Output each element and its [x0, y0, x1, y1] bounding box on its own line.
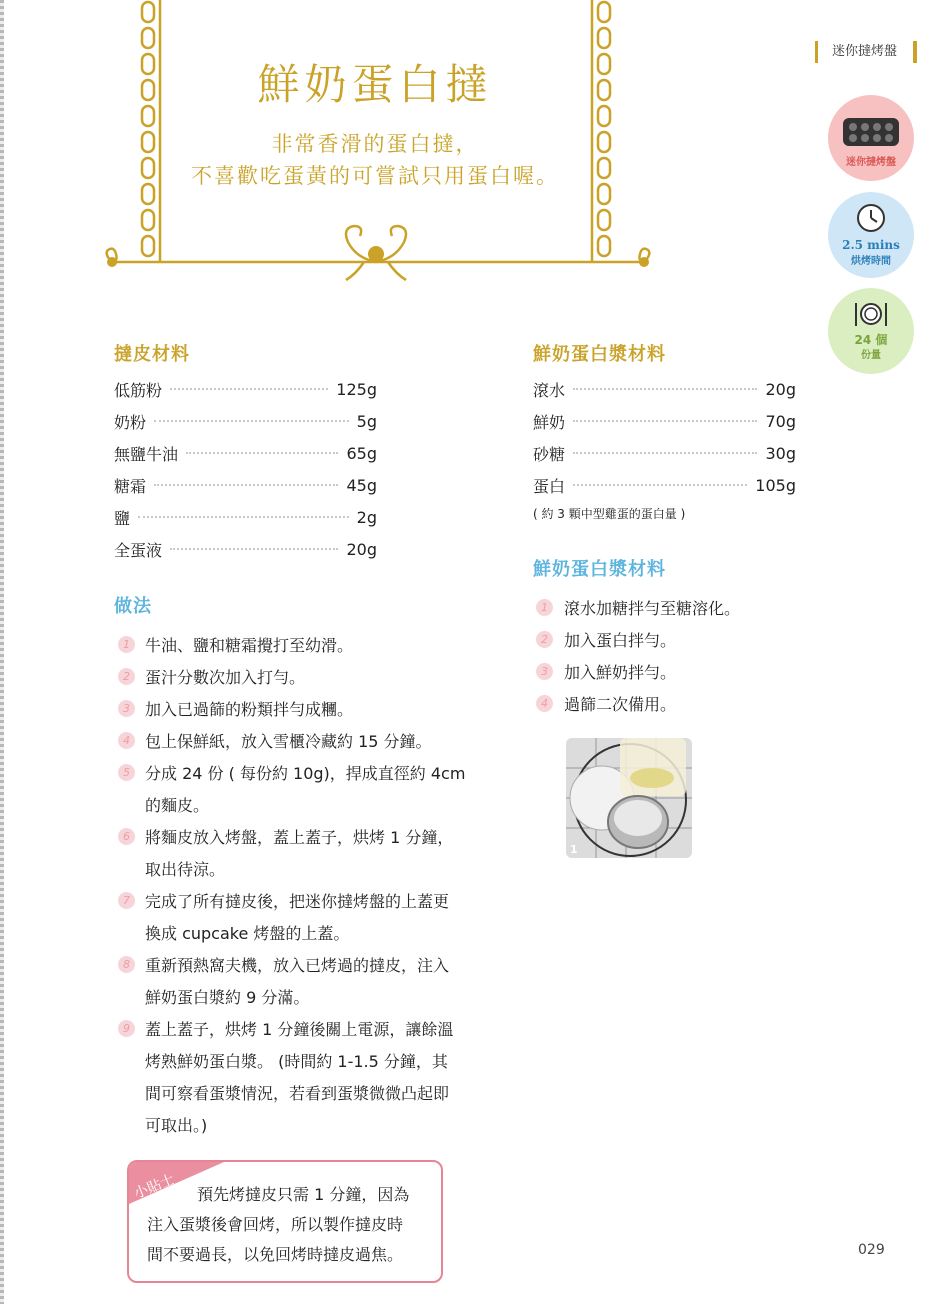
ingredient-row [533, 410, 796, 432]
page-number: 029 [858, 1242, 885, 1258]
ingredient-name: 滾水 [533, 380, 566, 400]
ingredient-amount: 105g [755, 475, 796, 495]
step-text: 間可察看蛋漿情況，若看到蛋漿微微凸起即 [145, 1084, 450, 1103]
ingredient-name: 糖霜 [114, 476, 147, 496]
badge-equipment-label: 迷你撻烤盤 [846, 157, 896, 168]
crust-heading: 撻皮材料 [114, 344, 190, 365]
filling-method-heading: 鮮奶蛋白漿材料 [533, 559, 666, 580]
step-number: 6 [118, 828, 135, 845]
page-edge [0, 0, 4, 1304]
page-title: 鮮奶蛋白撻 [257, 60, 493, 109]
method-heading: 做法 [114, 596, 152, 617]
badge-equipment [828, 95, 914, 181]
badge-servings-value: 24 個 [854, 333, 888, 347]
badge-time-label: 烘烤時間 [851, 256, 891, 267]
step-text: 包上保鮮紙，放入雪櫃冷藏約 15 分鐘。 [145, 732, 432, 751]
badge-servings-label: 份量 [861, 350, 881, 361]
step-text: 鮮奶蛋白漿約 9 分滿。 [145, 988, 310, 1007]
ingredient-amount: 45g [346, 475, 377, 495]
step-number: 1 [536, 599, 553, 616]
step-text: 加入已過篩的粉類拌勻成糰。 [145, 700, 354, 719]
step-text: 牛油、鹽和糖霜攪打至幼滑。 [145, 636, 354, 655]
ingredient-amount: 2g [356, 507, 377, 527]
tip-box [127, 1160, 443, 1283]
ingredient-row [114, 410, 377, 432]
ingredient-row [114, 474, 377, 496]
ingredient-name: 無鹽牛油 [114, 444, 179, 464]
step-number: 3 [536, 663, 553, 680]
ingredient-name: 鹽 [114, 508, 131, 528]
step-text: 蓋上蓋子，烘烤 1 分鐘後關上電源，讓餘溫 [145, 1020, 454, 1039]
step-number: 5 [118, 764, 135, 781]
ingredient-amount: 30g [765, 443, 796, 463]
step-number: 2 [536, 631, 553, 648]
step-number: 2 [118, 668, 135, 685]
step-text: 蛋汁分數次加入打勻。 [145, 668, 306, 687]
ingredient-row [114, 378, 377, 400]
subtitle-line-1: 非常香滑的蛋白撻， [271, 132, 479, 156]
ingredient-amount: 5g [356, 411, 377, 431]
step-number: 4 [536, 695, 553, 712]
tip-label: 小貼士 [131, 1171, 177, 1203]
step-text: 將麵皮放入烤盤，蓋上蓋子，烘烤 1 分鐘， [145, 828, 454, 847]
step-text: 過篩二次備用。 [564, 695, 677, 714]
chapter-tab-bar [913, 41, 917, 63]
step-text: 滾水加糖拌勻至糖溶化。 [564, 599, 741, 618]
ingredient-row [533, 474, 796, 496]
ingredient-amount: 20g [765, 379, 796, 399]
subtitle-line-2: 不喜歡吃蛋黃的可嘗試只用蛋白喔。 [191, 164, 559, 188]
ingredient-row [533, 442, 796, 464]
photo-badge: 1 [570, 843, 578, 856]
step-number: 7 [118, 892, 135, 909]
ingredient-amount: 20g [346, 539, 377, 559]
step-text: 加入蛋白拌勻。 [564, 631, 677, 650]
photo-illustration [566, 738, 692, 858]
step-text: 重新預熱窩夫機，放入已烤過的撻皮，注入 [145, 956, 450, 975]
ingredient-name: 鮮奶 [533, 412, 566, 432]
plate-fork-knife-icon [853, 300, 889, 328]
ingredient-amount: 70g [765, 411, 796, 431]
step-text: 烤熟鮮奶蛋白漿。 (時間約 1-1.5 分鐘，其 [145, 1052, 448, 1071]
ingredient-name: 蛋白 [533, 476, 566, 496]
step-text: 完成了所有撻皮後，把迷你撻烤盤的上蓋更 [145, 892, 450, 911]
badge-time [828, 192, 914, 278]
tart-tray-icon [842, 115, 900, 149]
ingredient-amount: 125g [336, 379, 377, 399]
tip-text: 注入蛋漿後會回烤，所以製作撻皮時 [147, 1215, 404, 1234]
ingredient-name: 低筋粉 [114, 380, 163, 400]
tip-text: 預先烤撻皮只需 1 分鐘，因為 [197, 1185, 410, 1204]
recipe-photo [566, 738, 692, 858]
step-text: 可取出。) [145, 1116, 208, 1135]
ingredient-name: 奶粉 [114, 412, 147, 432]
ingredient-amount: 65g [346, 443, 377, 463]
step-number: 4 [118, 732, 135, 749]
step-text: 加入鮮奶拌勻。 [564, 663, 677, 682]
filling-note: ( 約 3 顆中型雞蛋的蛋白量 ) [533, 507, 686, 521]
step-number: 8 [118, 956, 135, 973]
step-text: 的麵皮。 [145, 796, 210, 815]
step-text: 取出待涼。 [145, 860, 226, 879]
step-text: 換成 cupcake 烤盤的上蓋。 [145, 924, 350, 943]
filling-heading: 鮮奶蛋白漿材料 [533, 344, 666, 365]
badge-servings [828, 288, 914, 374]
step-number: 3 [118, 700, 135, 717]
ingredient-row [114, 506, 377, 528]
step-number: 1 [118, 636, 135, 653]
ingredient-name: 全蛋液 [114, 540, 163, 560]
ingredient-name: 砂糖 [533, 444, 566, 464]
ingredient-row [114, 442, 377, 464]
ingredient-row [114, 538, 377, 560]
step-text: 分成 24 份 ( 每份約 10g)，捍成直徑約 4cm [145, 764, 466, 783]
step-number: 9 [118, 1020, 135, 1037]
clock-icon [855, 202, 887, 234]
ingredient-row [533, 378, 796, 400]
badge-time-value: 2.5 mins [842, 238, 900, 252]
chapter-tab: 迷你撻烤盤 [815, 41, 922, 63]
tip-text: 間不要過長，以免回烤時撻皮過焦。 [147, 1245, 404, 1264]
